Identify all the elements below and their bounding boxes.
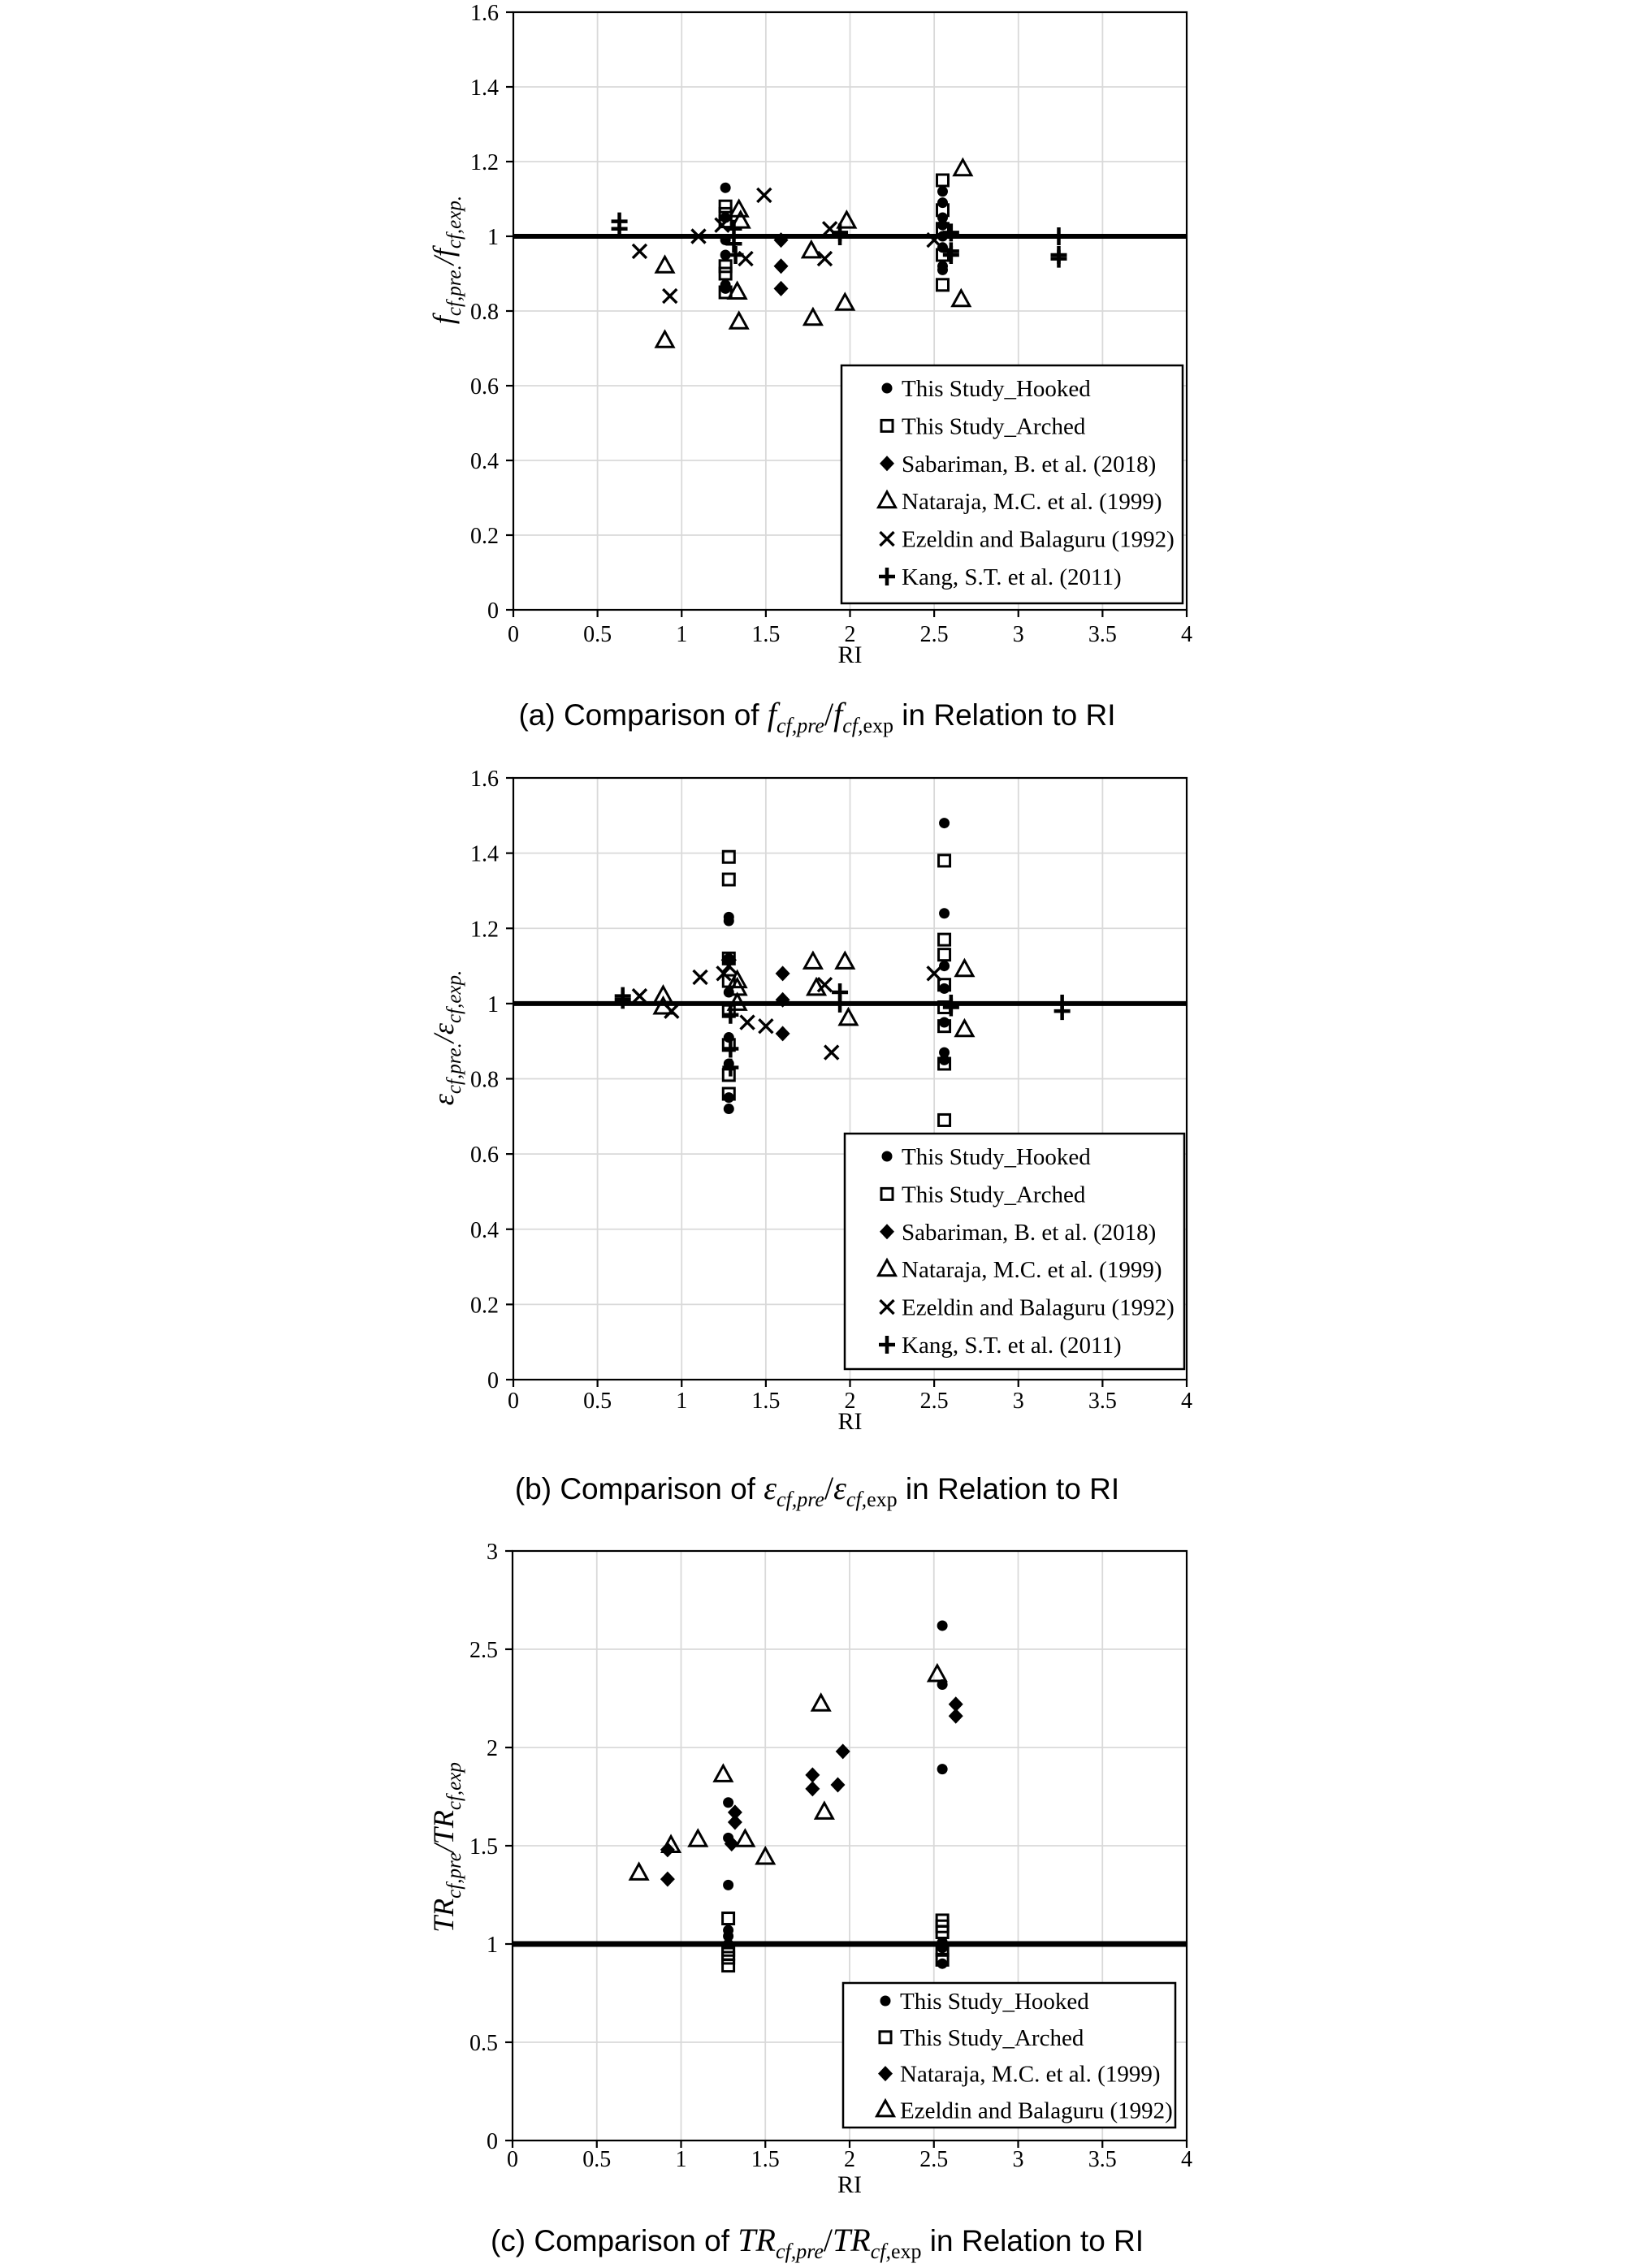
marker-square bbox=[939, 934, 950, 945]
caption-a: (a) Comparison of fcf,pre/fcf,exp in Relation to RI bbox=[518, 696, 1116, 737]
marker-diamond bbox=[660, 1872, 675, 1887]
y-tick-label: 0 bbox=[487, 1368, 499, 1393]
x-tick-label: 1.5 bbox=[751, 2147, 780, 2172]
x-tick-label: 4 bbox=[1181, 1389, 1192, 1414]
series-nataraja-m-c-et-al-1999 bbox=[656, 160, 971, 348]
chart-c bbox=[427, 1540, 1192, 2263]
series-kang-s-t-et-al-2011 bbox=[612, 213, 1067, 268]
y-tick-labels bbox=[470, 1, 499, 624]
marker-diamond bbox=[774, 258, 789, 274]
chart-a bbox=[427, 1, 1192, 737]
marker-x bbox=[694, 970, 707, 984]
legend-label: This Study_Arched bbox=[900, 2024, 1084, 2051]
y-axis-title: TRcf,pre/TRcf,exp bbox=[427, 1762, 465, 1933]
marker-plus bbox=[832, 227, 848, 245]
marker-triangle bbox=[956, 961, 973, 976]
marker-circle bbox=[720, 183, 731, 193]
marker-triangle bbox=[804, 953, 821, 968]
legend-entry-kang-s-t-et-al-2011 bbox=[879, 1333, 1122, 1359]
x-tick-label: 3.5 bbox=[1088, 622, 1117, 647]
x-tick-label: 1 bbox=[676, 1389, 688, 1414]
y-tick-label: 0 bbox=[487, 598, 499, 624]
marker-circle bbox=[720, 283, 731, 294]
x-tick-label: 0 bbox=[507, 2147, 518, 2172]
y-tick-label: 1.4 bbox=[470, 841, 499, 867]
x-tick-label: 2.5 bbox=[919, 1389, 949, 1414]
series-this-study-arched bbox=[723, 851, 950, 1125]
legend-entry-sabariman-b-et-al-2018 bbox=[880, 1220, 1156, 1246]
marker-triangle bbox=[737, 1830, 754, 1846]
legend-label: Nataraja, M.C. et al. (1999) bbox=[902, 489, 1162, 516]
marker-circle bbox=[724, 1092, 734, 1103]
marker-x bbox=[818, 252, 832, 266]
marker-triangle bbox=[656, 257, 673, 272]
y-tick-label: 1 bbox=[487, 1933, 498, 1958]
y-tick-label: 0.2 bbox=[470, 524, 499, 549]
marker-x bbox=[633, 244, 647, 258]
marker-circle bbox=[723, 1880, 733, 1890]
marker-circle bbox=[937, 186, 948, 197]
marker-plus bbox=[832, 995, 848, 1013]
marker-diamond bbox=[836, 1743, 850, 1759]
legend-entry-kang-s-t-et-al-2011 bbox=[879, 564, 1122, 590]
marker-diamond bbox=[774, 281, 789, 296]
marker-square bbox=[723, 1913, 734, 1925]
x-axis-title: RI bbox=[837, 1408, 863, 1435]
legend-entry-nataraja-m-c-et-al-1999 bbox=[879, 1257, 1162, 1283]
y-tick-label: 2 bbox=[487, 1736, 498, 1761]
x-tick-label: 1 bbox=[675, 2147, 687, 2172]
series-sabariman-b-et-al-2018 bbox=[774, 232, 789, 296]
series-nataraja-m-c-et-al-1999 bbox=[660, 1696, 963, 1886]
marker-diamond bbox=[776, 966, 790, 981]
marker-diamond bbox=[728, 1814, 742, 1830]
y-tick-label: 1 bbox=[487, 991, 499, 1017]
caption-b: (b) Comparison of εcf,pre/εcf,exp in Relation to RI bbox=[514, 1470, 1120, 1511]
legend-label: Sabariman, B. et al. (2018) bbox=[902, 451, 1157, 477]
marker-square bbox=[723, 1952, 734, 1963]
legend bbox=[841, 365, 1183, 603]
legend-label: Kang, S.T. et al. (2011) bbox=[902, 564, 1122, 590]
y-tick-labels bbox=[469, 1540, 498, 2154]
x-tick-label: 4 bbox=[1181, 2147, 1192, 2172]
x-tick-label: 3 bbox=[1012, 2147, 1024, 2172]
marker-triangle bbox=[730, 313, 747, 328]
series-ezeldin-and-balaguru-1992 bbox=[633, 188, 941, 303]
marker-square bbox=[723, 874, 734, 885]
x-tick-label: 0.5 bbox=[583, 622, 612, 647]
marker-triangle bbox=[803, 242, 820, 257]
legend-entry-this-study-arched bbox=[881, 1182, 1086, 1207]
legend-label: Nataraja, M.C. et al. (1999) bbox=[902, 1257, 1162, 1284]
marker-circle bbox=[882, 383, 893, 394]
legend-label: This Study_Hooked bbox=[900, 1989, 1089, 2015]
y-tick-label: 1.2 bbox=[470, 917, 499, 943]
marker-triangle bbox=[837, 294, 854, 309]
marker-circle bbox=[939, 908, 950, 918]
caption-c: (c) Comparison of TRcf,pre/TRcf,exp in Relation to RI bbox=[490, 2222, 1144, 2263]
x-tick-label: 2.5 bbox=[919, 622, 949, 647]
marker-x bbox=[663, 289, 677, 303]
marker-x bbox=[741, 1016, 755, 1030]
marker-circle bbox=[939, 983, 950, 994]
marker-plus bbox=[722, 1039, 738, 1057]
marker-square bbox=[720, 261, 731, 272]
x-tick-label: 3 bbox=[1012, 622, 1024, 647]
legend-label: This Study_Arched bbox=[902, 413, 1086, 440]
marker-circle bbox=[937, 1764, 948, 1774]
x-tick-label: 2 bbox=[844, 1389, 856, 1414]
marker-circle bbox=[937, 1620, 948, 1631]
x-tick-label: 2.5 bbox=[919, 2147, 949, 2172]
marker-circle bbox=[939, 1017, 950, 1028]
y-tick-label: 0.6 bbox=[470, 374, 499, 400]
marker-diamond bbox=[805, 1781, 820, 1796]
marker-square bbox=[937, 279, 948, 291]
y-tick-label: 0.6 bbox=[470, 1143, 499, 1169]
marker-circle bbox=[724, 915, 734, 926]
legend-entry-this-study-arched bbox=[881, 413, 1086, 439]
marker-x bbox=[824, 1046, 838, 1060]
x-tick-label: 0.5 bbox=[583, 1389, 612, 1414]
y-tick-label: 1.6 bbox=[470, 767, 499, 792]
series-ezeldin-and-balaguru-1992 bbox=[630, 1665, 945, 1879]
x-tick-label: 0 bbox=[508, 1389, 519, 1414]
x-axis-title: RI bbox=[837, 642, 863, 668]
marker-square bbox=[937, 175, 948, 186]
x-tick-label: 1.5 bbox=[751, 1389, 781, 1414]
legend-entry-this-study-hooked bbox=[882, 376, 1092, 402]
x-tick-labels bbox=[507, 2147, 1192, 2172]
y-tick-label: 0.4 bbox=[470, 1217, 499, 1243]
legend-entry-this-study-hooked bbox=[880, 1989, 1090, 2015]
y-tick-label: 1.6 bbox=[470, 1, 499, 26]
y-tick-label: 0.2 bbox=[470, 1293, 499, 1319]
marker-triangle bbox=[690, 1830, 707, 1846]
legend-entry-this-study-arched bbox=[880, 2025, 1084, 2051]
marker-circle bbox=[880, 1996, 891, 2007]
marker-circle bbox=[724, 1104, 734, 1114]
y-tick-label: 0.8 bbox=[470, 300, 499, 325]
y-tick-label: 1 bbox=[487, 225, 499, 250]
marker-triangle bbox=[956, 1021, 973, 1036]
x-tick-label: 4 bbox=[1181, 622, 1192, 647]
marker-triangle bbox=[837, 953, 854, 968]
y-tick-label: 2.5 bbox=[469, 1638, 498, 1663]
legend-entry-nataraja-m-c-et-al-1999 bbox=[879, 489, 1162, 515]
x-tick-label: 1 bbox=[676, 622, 688, 647]
y-tick-label: 0 bbox=[487, 2129, 498, 2154]
marker-diamond bbox=[949, 1709, 963, 1724]
x-tick-label: 3.5 bbox=[1088, 2147, 1117, 2172]
series-this-study-hooked bbox=[723, 1620, 948, 1968]
marker-x bbox=[633, 989, 647, 1003]
y-tick-label: 1.5 bbox=[469, 1834, 498, 1860]
x-tick-label: 2 bbox=[844, 2147, 855, 2172]
legend-entry-ezeldin-and-balaguru-1992 bbox=[880, 527, 1175, 553]
legend-entry-ezeldin-and-balaguru-1992 bbox=[877, 2097, 1173, 2123]
legend-entry-nataraja-m-c-et-al-1999 bbox=[878, 2062, 1161, 2088]
marker-diamond bbox=[805, 1767, 820, 1782]
y-tick-label: 0.4 bbox=[470, 449, 499, 474]
legend-entry-ezeldin-and-balaguru-1992 bbox=[880, 1295, 1175, 1321]
marker-circle bbox=[937, 220, 948, 231]
marker-triangle bbox=[816, 1803, 833, 1818]
legend-entry-this-study-hooked bbox=[882, 1144, 1092, 1170]
legend-entry-sabariman-b-et-al-2018 bbox=[880, 451, 1156, 477]
y-tick-label: 3 bbox=[487, 1540, 498, 1565]
marker-triangle bbox=[928, 1665, 945, 1681]
marker-triangle bbox=[630, 1864, 647, 1879]
legend-label: Nataraja, M.C. et al. (1999) bbox=[900, 2061, 1161, 2088]
marker-square bbox=[939, 949, 950, 961]
legend-label: Ezeldin and Balaguru (1992) bbox=[902, 526, 1175, 553]
marker-square bbox=[723, 1948, 734, 1959]
series-nataraja-m-c-et-al-1999 bbox=[655, 953, 973, 1035]
y-axis-title: fcf,pre./fcf,exp. bbox=[427, 195, 465, 325]
marker-diamond bbox=[776, 1026, 790, 1041]
marker-circle bbox=[939, 1055, 950, 1065]
x-tick-label: 3.5 bbox=[1088, 1389, 1117, 1414]
marker-circle bbox=[939, 818, 950, 828]
legend-label: Ezeldin and Balaguru (1992) bbox=[902, 1294, 1175, 1321]
marker-circle bbox=[939, 961, 950, 971]
chart-b bbox=[427, 767, 1192, 1511]
marker-square bbox=[723, 1960, 734, 1972]
y-tick-label: 0.5 bbox=[469, 2031, 498, 2056]
marker-plus bbox=[1050, 227, 1066, 245]
x-axis-title: RI bbox=[837, 2171, 862, 2198]
marker-square bbox=[939, 855, 950, 866]
marker-plus bbox=[615, 991, 631, 1009]
marker-circle bbox=[937, 265, 948, 275]
x-tick-label: 0 bbox=[508, 622, 519, 647]
marker-square bbox=[720, 268, 731, 279]
legend-label: This Study_Hooked bbox=[902, 1144, 1091, 1170]
y-tick-labels bbox=[470, 767, 499, 1393]
marker-diamond bbox=[830, 1777, 845, 1792]
legend bbox=[845, 1134, 1184, 1369]
marker-x bbox=[757, 188, 771, 202]
legend-label: This Study_Arched bbox=[902, 1182, 1086, 1208]
y-axis-title: εcf,pre./εcf,exp. bbox=[427, 970, 465, 1106]
y-tick-label: 1.4 bbox=[470, 76, 499, 101]
marker-circle bbox=[937, 1959, 948, 1969]
marker-circle bbox=[937, 197, 948, 208]
x-tick-label: 1.5 bbox=[751, 622, 781, 647]
legend-label: Kang, S.T. et al. (2011) bbox=[902, 1333, 1122, 1359]
marker-x bbox=[664, 1004, 678, 1018]
marker-circle bbox=[882, 1151, 893, 1162]
marker-square bbox=[939, 1114, 950, 1125]
marker-square bbox=[720, 201, 731, 212]
marker-circle bbox=[723, 1797, 733, 1808]
series-kang-s-t-et-al-2011 bbox=[615, 983, 1071, 1077]
marker-plus bbox=[1050, 250, 1066, 268]
legend-label: Sabariman, B. et al. (2018) bbox=[902, 1219, 1157, 1246]
legend-label: This Study_Hooked bbox=[902, 376, 1091, 402]
y-tick-label: 1.2 bbox=[470, 150, 499, 175]
x-tick-label: 3 bbox=[1012, 1389, 1024, 1414]
marker-triangle bbox=[812, 1695, 829, 1710]
x-tick-label: 0.5 bbox=[582, 2147, 612, 2172]
marker-triangle bbox=[656, 331, 673, 347]
x-tick-label: 2 bbox=[844, 622, 856, 647]
marker-triangle bbox=[715, 1765, 732, 1781]
marker-triangle bbox=[953, 291, 970, 306]
legend bbox=[843, 1983, 1175, 2128]
y-tick-label: 0.8 bbox=[470, 1067, 499, 1093]
legend-label: Ezeldin and Balaguru (1992) bbox=[900, 2097, 1173, 2124]
marker-triangle bbox=[840, 1009, 857, 1025]
